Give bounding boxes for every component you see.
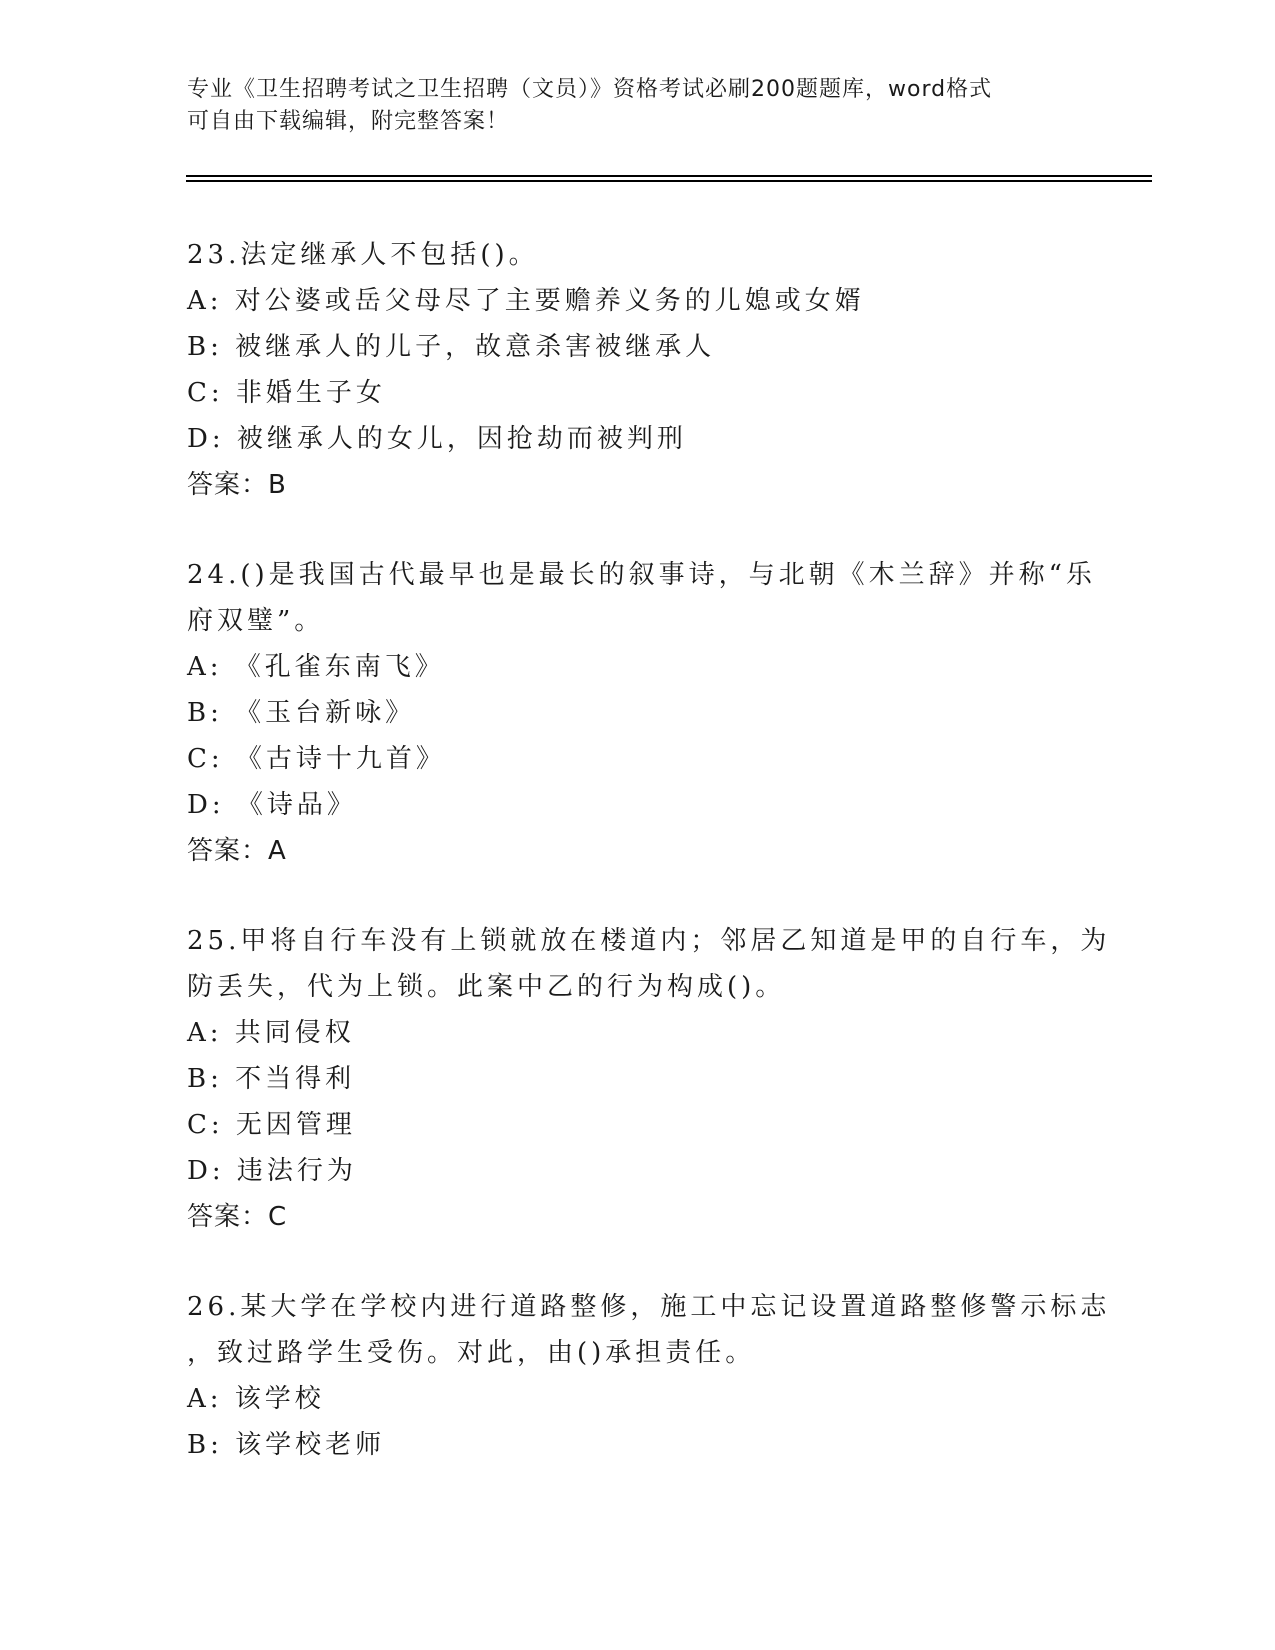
document-header — [187, 74, 1087, 138]
option-b: B: 被继承人的儿子，故意杀害被继承人 — [187, 332, 716, 362]
question-stem: 25.甲将自行车没有上锁就放在楼道内；邻居乙知道是甲的自行车，为 — [187, 926, 1111, 956]
header-line-1: 专业《卫生招聘考试之卫生招聘（文员）》资格考试必刷200题题库，word格式 — [187, 77, 993, 102]
question-24 — [187, 552, 1096, 874]
option-b: B: 不当得利 — [187, 1064, 356, 1094]
question-stem: 24.()是我国古代最早也是最长的叙事诗，与北朝《木兰辞》并称“乐 — [187, 560, 1096, 590]
option-d: D: 被继承人的女儿，因抢劫而被判刑 — [187, 424, 687, 454]
option-c: C: 非婚生子女 — [187, 378, 386, 408]
question-stem: 23.法定继承人不包括()。 — [187, 240, 539, 270]
question-stem-cont: 府双璧”。 — [187, 606, 325, 636]
answer: 答案：A — [187, 836, 287, 866]
option-a: A: 对公婆或岳父母尽了主要赡养义务的儿媳或女婿 — [187, 286, 865, 316]
header-divider-bottom — [186, 180, 1152, 182]
question-25 — [187, 918, 1111, 1240]
option-c: C: 无因管理 — [187, 1110, 356, 1140]
option-c: C: 《古诗十九首》 — [187, 744, 446, 774]
option-d: D: 违法行为 — [187, 1156, 357, 1186]
option-b: B: 《玉台新咏》 — [187, 698, 416, 728]
question-26 — [187, 1284, 1111, 1468]
header-divider-top — [186, 175, 1152, 177]
question-stem-cont: ，致过路学生受伤。对此，由()承担责任。 — [187, 1338, 756, 1368]
option-a: A: 该学校 — [187, 1384, 325, 1414]
question-stem: 26.某大学在学校内进行道路整修，施工中忘记设置道路整修警示标志 — [187, 1292, 1111, 1322]
option-b: B: 该学校老师 — [187, 1430, 386, 1460]
question-23 — [187, 232, 1087, 508]
option-a: A: 共同侵权 — [187, 1018, 355, 1048]
answer: 答案：B — [187, 470, 287, 500]
option-a: A: 《孔雀东南飞》 — [187, 652, 445, 682]
question-list — [187, 232, 1111, 1512]
header-line-2: 可自由下载编辑，附完整答案！ — [187, 109, 510, 134]
option-d: D: 《诗品》 — [187, 790, 357, 820]
question-stem-cont: 防丢失，代为上锁。此案中乙的行为构成()。 — [187, 972, 786, 1002]
answer: 答案：C — [187, 1202, 288, 1232]
